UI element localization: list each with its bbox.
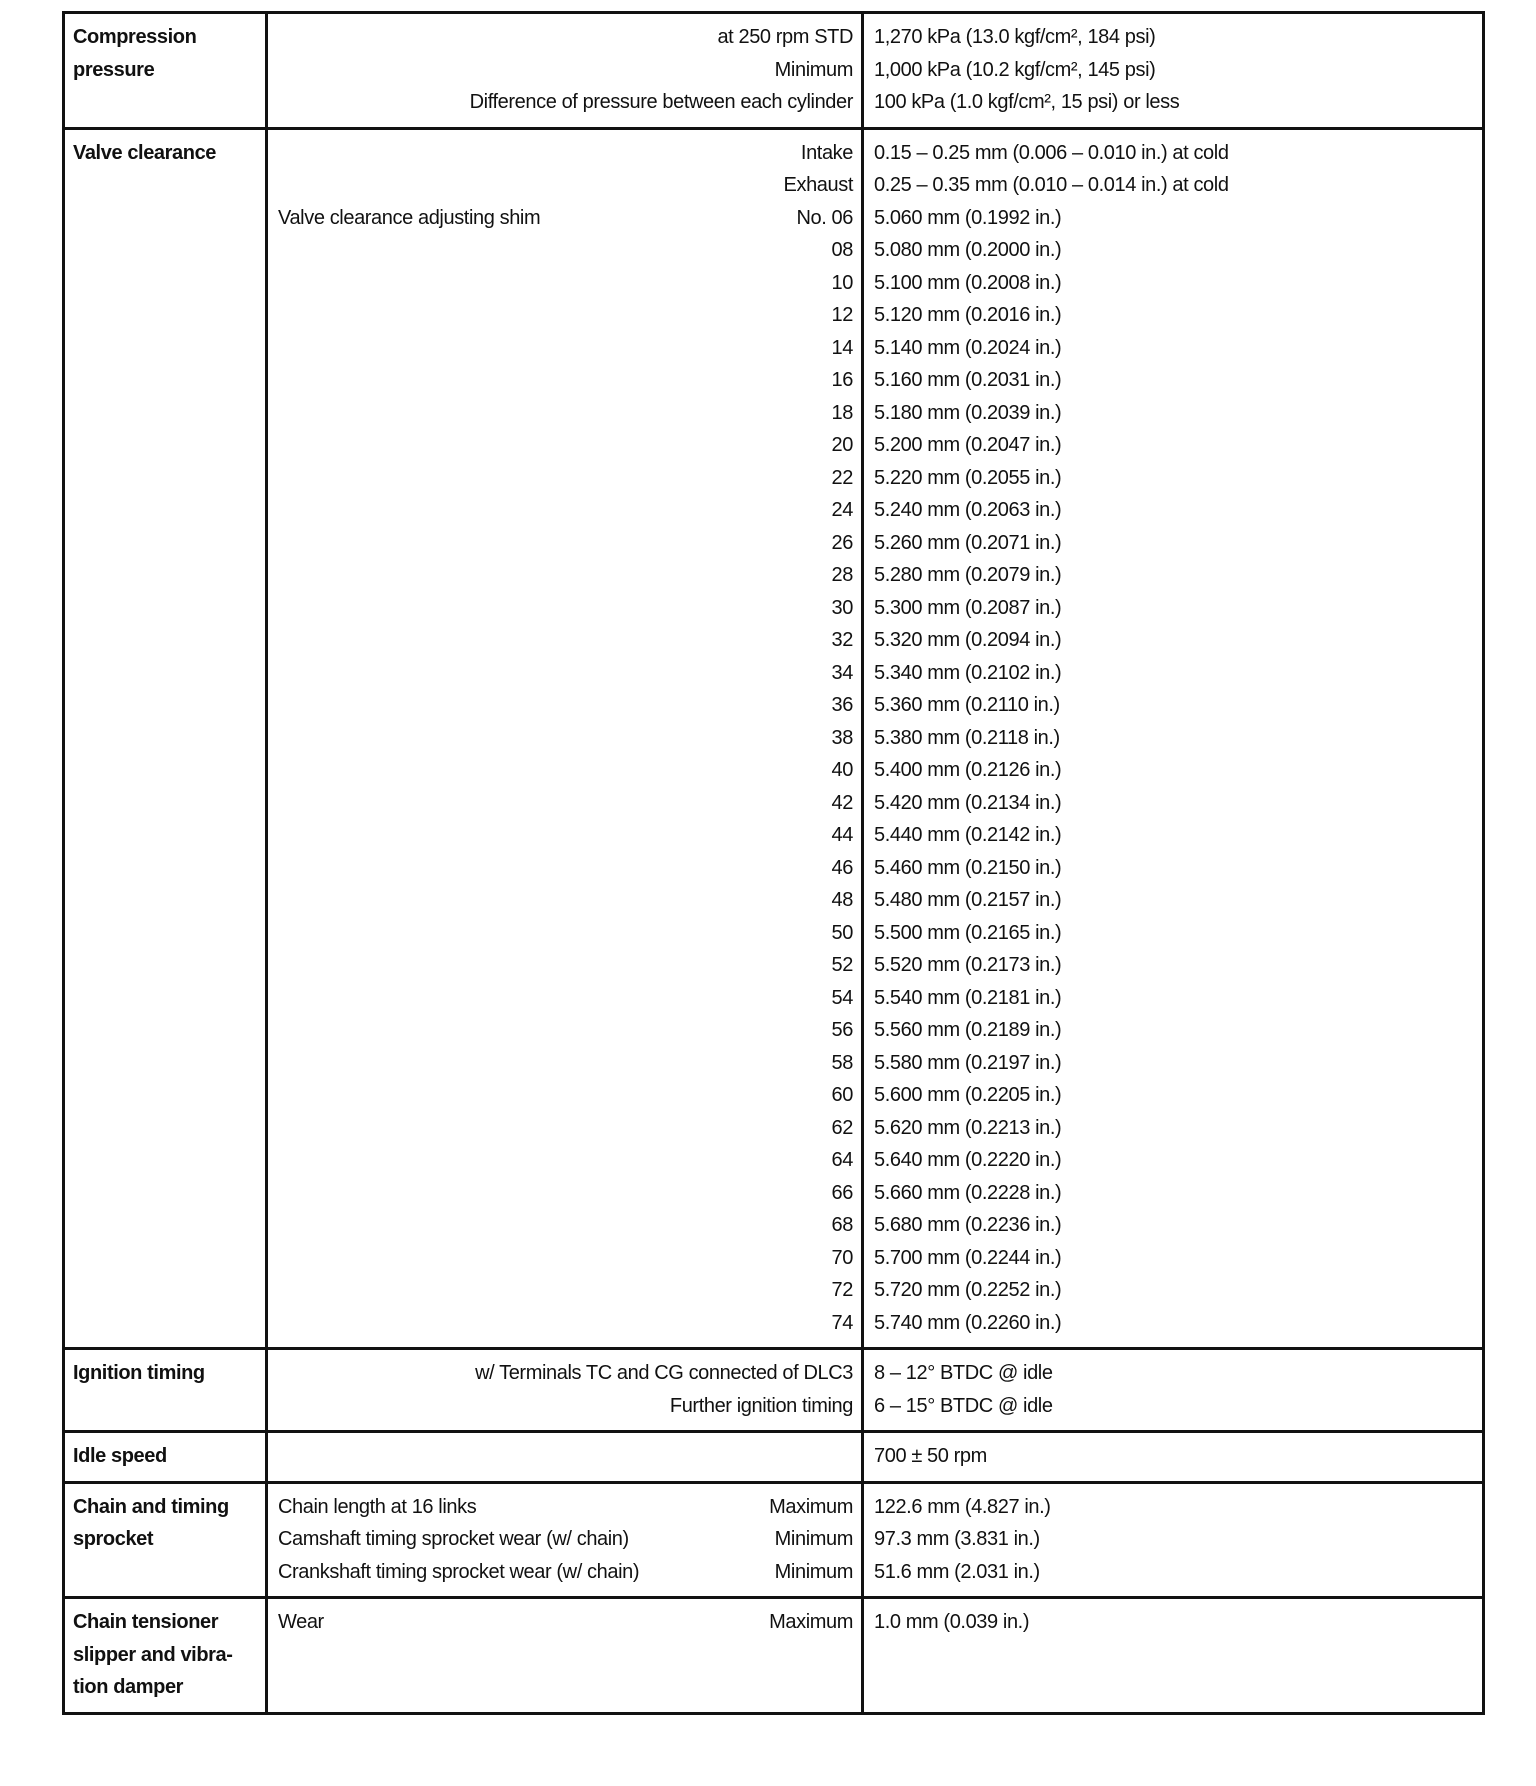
spec-value: 8 – 12° BTDC @ idle [874,1362,1053,1384]
condition-qualifier: 64 [831,1149,853,1171]
condition-row [276,722,853,755]
condition-qualifier: 56 [831,1019,853,1041]
condition-qualifier: 60 [831,1084,853,1106]
condition-row [276,1390,853,1423]
section-title-line: Valve clearance [73,141,217,164]
spec-value: 5.480 mm (0.2157 in.) [874,889,1062,911]
section-title-line: Ignition timing [73,1362,205,1384]
spec-value: 5.620 mm (0.2213 in.) [874,1116,1062,1139]
condition-cell [267,1598,863,1714]
spec-value: 5.360 mm (0.2110 in.) [874,694,1060,716]
condition-label: Valve clearance adjusting shim [278,206,541,229]
condition-row [276,1274,853,1307]
spec-value: 5.320 mm (0.2094 in.) [874,629,1062,651]
condition-row [276,884,853,917]
condition-row [276,819,853,852]
condition-qualifier: 18 [831,401,853,424]
condition-qualifier: 58 [831,1051,853,1074]
section-chain-and-timing-sprocket [64,1482,1484,1598]
spec-value: 1.0 mm (0.039 in.) [874,1611,1030,1633]
condition-cell [267,13,863,129]
spec-value: 5.560 mm (0.2189 in.) [874,1019,1062,1041]
condition-cell [267,1432,863,1483]
condition-qualifier: 70 [831,1246,853,1269]
condition-qualifier: Maximum [769,1495,853,1518]
condition-row [276,1112,853,1145]
condition-row [276,299,853,332]
condition-cell [267,128,863,1349]
value-cell [863,1349,1484,1432]
spec-table [62,11,1485,1715]
condition-row [276,982,853,1015]
section-title-cell [64,1482,267,1598]
section-title-line: Chain tensioner [73,1611,219,1633]
condition-row [276,86,853,119]
spec-value: 0.15 – 0.25 mm (0.006 – 0.010 in.) at cold [874,141,1229,164]
condition-row [276,1357,853,1390]
condition-qualifier: 48 [831,889,853,911]
condition-qualifier: 52 [831,954,853,976]
condition-row [276,657,853,690]
spec-value: 5.100 mm (0.2008 in.) [874,271,1062,294]
section-chain-tensioner-slipper-and-vibra-tion-damper [64,1598,1484,1714]
condition-row [276,1491,853,1524]
condition-qualifier: 22 [831,466,853,489]
condition-qualifier: 46 [831,856,853,879]
condition-label: Wear [278,1611,324,1633]
spec-value: 5.500 mm (0.2165 in.) [874,921,1062,944]
condition-qualifier: 32 [831,629,853,651]
condition-label: Camshaft timing sprocket wear (w/ chain) [278,1528,629,1550]
condition-qualifier: 54 [831,986,853,1009]
spec-table-body [64,13,1484,1714]
value-cell [863,1598,1484,1714]
condition-row [276,202,853,235]
condition-qualifier: 38 [831,726,853,749]
section-title-cell [64,128,267,1349]
condition-qualifier: 36 [831,694,853,716]
spec-value: 5.640 mm (0.2220 in.) [874,1149,1062,1171]
spec-value: 700 ± 50 rpm [874,1445,987,1467]
condition-qualifier: No. 06 [796,206,853,229]
spec-value: 122.6 mm (4.827 in.) [874,1495,1051,1518]
condition-row [276,1523,853,1556]
spec-value: 6 – 15° BTDC @ idle [874,1394,1053,1417]
condition-qualifier: w/ Terminals TC and CG connected of DLC3 [475,1362,853,1384]
condition-qualifier: Further ignition timing [669,1394,853,1417]
spec-value: 5.200 mm (0.2047 in.) [874,434,1062,456]
value-cell [863,128,1484,1349]
condition-row [276,137,853,170]
condition-qualifier: 42 [831,791,853,814]
section-idle-speed [64,1432,1484,1483]
section-ignition-timing [64,1349,1484,1432]
condition-row [276,429,853,462]
section-title-cell [64,1349,267,1432]
spec-value: 5.380 mm (0.2118 in.) [874,726,1060,749]
spec-value: 5.420 mm (0.2134 in.) [874,791,1062,814]
spec-value: 5.160 mm (0.2031 in.) [874,369,1062,391]
spec-value: 5.580 mm (0.2197 in.) [874,1051,1062,1074]
condition-row [276,949,853,982]
condition-row [276,169,853,202]
condition-row [276,1014,853,1047]
spec-value: 5.460 mm (0.2150 in.) [874,856,1062,879]
condition-qualifier: 62 [831,1116,853,1139]
condition-row [276,54,853,87]
condition-row [276,462,853,495]
section-title-line: tion damper [73,1676,184,1698]
condition-qualifier: 10 [831,271,853,294]
condition-row [276,1079,853,1112]
condition-row [276,527,853,560]
condition-qualifier: 12 [831,304,853,326]
condition-qualifier: 24 [831,499,853,521]
condition-row [276,332,853,365]
condition-qualifier: Minimum [774,58,853,81]
condition-row [276,364,853,397]
value-cell [863,1482,1484,1598]
spec-value: 5.540 mm (0.2181 in.) [874,986,1062,1009]
condition-qualifier: Minimum [774,1528,853,1550]
spec-value: 1,270 kPa (13.0 kgf/cm², 184 psi) [874,26,1156,48]
section-title-line: Compression [73,26,197,48]
section-title-line: Chain and timing [73,1495,229,1518]
condition-row [276,1556,853,1589]
condition-qualifier: 28 [831,564,853,586]
condition-cell [267,1349,863,1432]
spec-value: 5.340 mm (0.2102 in.) [874,661,1062,684]
condition-qualifier: 16 [831,369,853,391]
value-cell [863,13,1484,129]
condition-row [276,917,853,950]
spec-value: 5.180 mm (0.2039 in.) [874,401,1062,424]
condition-qualifier: 20 [831,434,853,456]
spec-value: 5.060 mm (0.1992 in.) [874,206,1062,229]
condition-qualifier: Intake [800,141,853,164]
condition-qualifier: 44 [831,824,853,846]
condition-label: Crankshaft timing sprocket wear (w/ chain) [278,1560,640,1583]
condition-qualifier: at 250 rpm STD [717,26,853,48]
condition-row [276,1209,853,1242]
condition-row [276,397,853,430]
spec-value: 5.400 mm (0.2126 in.) [874,759,1062,781]
section-compression-pressure [64,13,1484,129]
spec-value: 5.240 mm (0.2063 in.) [874,499,1062,521]
condition-qualifier: 72 [831,1279,853,1301]
spec-value: 5.080 mm (0.2000 in.) [874,239,1062,261]
condition-qualifier: 08 [831,239,853,261]
condition-qualifier: 66 [831,1181,853,1204]
spec-value: 5.600 mm (0.2205 in.) [874,1084,1062,1106]
condition-row [276,754,853,787]
condition-qualifier: 26 [831,531,853,554]
spec-value: 1,000 kPa (10.2 kgf/cm², 145 psi) [874,58,1156,81]
condition-row [276,689,853,722]
spec-value: 5.120 mm (0.2016 in.) [874,304,1062,326]
spec-value: 5.140 mm (0.2024 in.) [874,336,1062,359]
value-cell [863,1432,1484,1483]
condition-row [276,787,853,820]
condition-qualifier: Exhaust [783,174,853,196]
section-title-line: sprocket [73,1528,154,1550]
condition-qualifier: 34 [831,661,853,684]
condition-row [276,852,853,885]
condition-row [276,559,853,592]
condition-row [276,234,853,267]
spec-value: 51.6 mm (2.031 in.) [874,1560,1040,1583]
condition-row [276,1307,853,1340]
condition-label: Chain length at 16 links [278,1495,477,1518]
condition-qualifier: Maximum [769,1611,853,1633]
condition-row [276,494,853,527]
section-title-cell [64,13,267,129]
section-title-cell [64,1432,267,1483]
condition-qualifier: 40 [831,759,853,781]
condition-row [276,1047,853,1080]
condition-row [276,1606,853,1639]
condition-row [276,1144,853,1177]
section-title-cell [64,1598,267,1714]
section-title-line: pressure [73,58,155,81]
section-valve-clearance [64,128,1484,1349]
spec-value: 5.220 mm (0.2055 in.) [874,466,1062,489]
condition-row [276,1242,853,1275]
condition-qualifier: 74 [831,1311,853,1334]
section-title-line: slipper and vibra- [73,1643,233,1666]
condition-qualifier: 50 [831,921,853,944]
spec-value: 5.700 mm (0.2244 in.) [874,1246,1062,1269]
spec-value: 5.660 mm (0.2228 in.) [874,1181,1062,1204]
spec-value: 5.740 mm (0.2260 in.) [874,1311,1062,1334]
condition-row [276,1177,853,1210]
condition-qualifier: 30 [831,596,853,619]
condition-cell [267,1482,863,1598]
spec-value: 5.280 mm (0.2079 in.) [874,564,1062,586]
spec-value: 5.260 mm (0.2071 in.) [874,531,1062,554]
condition-row [276,624,853,657]
condition-qualifier: 14 [831,336,853,359]
spec-value: 5.720 mm (0.2252 in.) [874,1279,1062,1301]
spec-value: 5.440 mm (0.2142 in.) [874,824,1062,846]
condition-row [276,21,853,54]
condition-row [276,1440,853,1473]
spec-value: 100 kPa (1.0 kgf/cm², 15 psi) or less [874,91,1180,113]
spec-value: 0.25 – 0.35 mm (0.010 – 0.014 in.) at cold [874,174,1229,196]
section-title-line: Idle speed [73,1445,167,1467]
condition-row [276,592,853,625]
spec-value: 5.300 mm (0.2087 in.) [874,596,1062,619]
condition-row [276,267,853,300]
spec-value: 5.520 mm (0.2173 in.) [874,954,1062,976]
condition-qualifier: 68 [831,1214,853,1236]
condition-qualifier: Minimum [774,1560,853,1583]
spec-value: 5.680 mm (0.2236 in.) [874,1214,1062,1236]
condition-qualifier: Difference of pressure between each cylinder [469,91,853,113]
spec-value: 97.3 mm (3.831 in.) [874,1528,1040,1550]
